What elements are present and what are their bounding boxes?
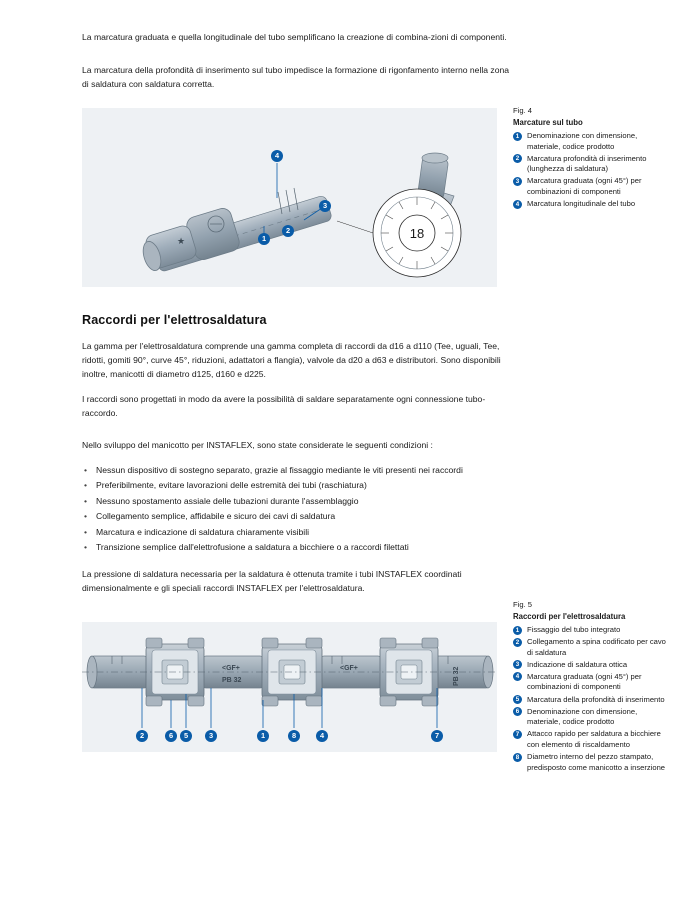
figure-4-callout-4: 4: [271, 150, 283, 162]
svg-text:<GF+: <GF+: [222, 665, 240, 672]
figure-4-legend-item: [513, 154, 671, 175]
paragraph-3: La gamma per l'elettrosaldatura comprende una gamma completa di raccordi da d16 a d110 (Tee, uguali, Tee, ridotti, gomiti 90°, curve 45°, riduzioni, adattatori a flangia), valvole da d20 a d63 e distributori. Sono disponibili inoltre, manicotti di diametro d125, d160 e d225.: [82, 341, 501, 380]
figure-5-legend-item: [513, 695, 671, 706]
legend-text: Marcatura graduata (ogni 45°) per combinazioni di componenti: [527, 671, 642, 692]
bullet-dot-icon: •: [84, 465, 88, 475]
legend-text: Attacco rapido per saldatura a bicchiere con elemento di riscaldamento: [527, 729, 661, 749]
paragraph-1: La marcatura graduata e quella longitudinale del tubo semplificano la creazione di combina-zioni di componenti.: [82, 32, 507, 42]
figure-4-legend-item: [513, 176, 671, 197]
bullet-text: Transizione semplice dall'elettrofusione a saldatura a bicchiere o a raccordi filettati: [96, 542, 409, 553]
svg-text:<GF+: <GF+: [340, 665, 358, 672]
legend-text: Collegamento a spina codificato per cavo di saldatura: [527, 637, 666, 657]
bullet-item: [82, 540, 522, 555]
figure-5-legend-item: [513, 707, 671, 728]
bullet-dot-icon: •: [84, 480, 88, 491]
figure-5-legend-item: [513, 672, 671, 693]
legend-text: Marcatura longitudinale del tubo: [527, 199, 636, 209]
legend-text: Diametro interno del pezzo stampato, predisposto come manicotto a inserzione: [527, 752, 666, 772]
bullet-list: [82, 463, 522, 555]
legend-number-icon: 6: [513, 707, 522, 716]
bullet-text: Nessun dispositivo di sostegno separato, grazie al fissaggio mediante le viti presenti nei raccordi: [96, 465, 463, 475]
figure-4-image: [82, 108, 497, 287]
bullet-item: [82, 463, 522, 478]
legend-text: Denominazione con dimensione, materiale, codice prodotto: [527, 131, 638, 151]
figure-5-title: Raccordi per l'elettrosaldatura: [513, 611, 626, 621]
figure-5-legend-item: [513, 660, 671, 671]
legend-text: Marcatura graduata (ogni 45°) per combinazioni di componenti: [527, 176, 642, 196]
paragraph-5: Nello sviluppo del manicotto per INSTAFLEX, sono state considerate le seguenti condizioni :: [82, 440, 433, 450]
legend-number-icon: 7: [513, 730, 522, 739]
bullet-dot-icon: •: [84, 495, 88, 506]
legend-text: Marcatura della profondità di inserimento: [527, 694, 665, 704]
figure-5-callout-5: 5: [180, 730, 192, 742]
bullet-text: Nessuno spostamento assiale delle tubazioni durante l'assemblaggio: [96, 495, 359, 506]
figure-5-image: [82, 622, 497, 752]
figure-4-legend-item: [513, 131, 671, 152]
section-heading: Raccordi per l'elettrosaldatura: [82, 313, 267, 327]
figure-4-title: Marcature sul tubo: [513, 117, 583, 127]
legend-number-icon: 8: [513, 753, 522, 762]
legend-number-icon: 2: [513, 638, 522, 647]
bullet-item: [82, 509, 522, 524]
bullet-text: Marcatura e indicazione di saldatura chiaramente visibili: [96, 526, 310, 537]
svg-text:18: 18: [409, 226, 425, 241]
figure-4-caption: [513, 106, 671, 211]
figure-4-callout-2: 2: [282, 225, 294, 237]
figure-5-callout-8: 8: [288, 730, 300, 742]
bullet-text: Preferibilmente, evitare lavorazioni delle estremità dei tubi (raschiatura): [96, 480, 367, 491]
legend-number-icon: 4: [513, 672, 522, 681]
figure-4-callout-3: 3: [319, 200, 331, 212]
legend-number-icon: 1: [513, 132, 522, 141]
bullet-item: [82, 494, 522, 509]
legend-number-icon: 3: [513, 660, 522, 669]
figure-5-legend-item: [513, 637, 671, 658]
bullet-item: [82, 525, 522, 540]
legend-number-icon: 5: [513, 695, 522, 704]
bullet-item: [82, 478, 522, 493]
bullet-dot-icon: •: [84, 526, 88, 537]
legend-number-icon: 4: [513, 200, 522, 209]
paragraph-2: La marcatura della profondità di inserimento sul tubo impedisce la formazione di rigonfamento interno nella zona di saldatura con saldatura corretta.: [82, 65, 510, 90]
legend-number-icon: 1: [513, 626, 522, 635]
figure-5-callout-2: 2: [136, 730, 148, 742]
legend-number-icon: 2: [513, 154, 522, 163]
legend-text: Denominazione con dimensione, materiale, codice prodotto: [527, 706, 638, 727]
figure-5-callout-3: 3: [205, 730, 217, 742]
figure-5-callout-4: 4: [316, 730, 328, 742]
legend-text: Marcatura profondità di inserimento (lunghezza di saldatura): [527, 153, 647, 174]
bullet-dot-icon: •: [84, 542, 88, 553]
figure-4-label: Fig. 4: [513, 106, 532, 115]
figure-5-legend-item: [513, 729, 671, 750]
legend-text: Fissaggio del tubo integrato: [527, 625, 621, 634]
figure-5-legend-item: [513, 752, 671, 773]
svg-text:★: ★: [177, 236, 186, 246]
paragraph-4: I raccordi sono progettati in modo da avere la possibilità di saldare separatamente ogni connessione tubo-raccordo.: [82, 394, 486, 419]
figure-5-caption: [513, 600, 671, 775]
figure-5-legend-item: [513, 625, 671, 636]
legend-text: Indicazione di saldatura ottica: [527, 659, 628, 669]
figure-4-callout-1: 1: [258, 233, 270, 245]
svg-text:PB 32: PB 32: [453, 666, 460, 686]
bullet-text: Collegamento semplice, affidabile e sicuro dei cavi di saldatura: [96, 511, 336, 522]
figure-5-callout-6: 6: [165, 730, 177, 742]
legend-number-icon: 3: [513, 177, 522, 186]
figure-4-legend-item: [513, 199, 671, 210]
figure-5-callout-7: 7: [431, 730, 443, 742]
pipe-fitting-illustration: [82, 108, 497, 287]
figure-5-callout-1: 1: [257, 730, 269, 742]
figure-5-label: Fig. 5: [513, 600, 532, 609]
bullet-dot-icon: •: [84, 511, 88, 522]
svg-text:PB 32: PB 32: [222, 677, 242, 684]
paragraph-6: La pressione di saldatura necessaria per la saldatura è ottenuta tramite i tubi INSTAFLEX coordinati dimensionalmente e gli speciali raccordi INSTAFLEX per l'elettrosaldatura.: [82, 569, 462, 594]
